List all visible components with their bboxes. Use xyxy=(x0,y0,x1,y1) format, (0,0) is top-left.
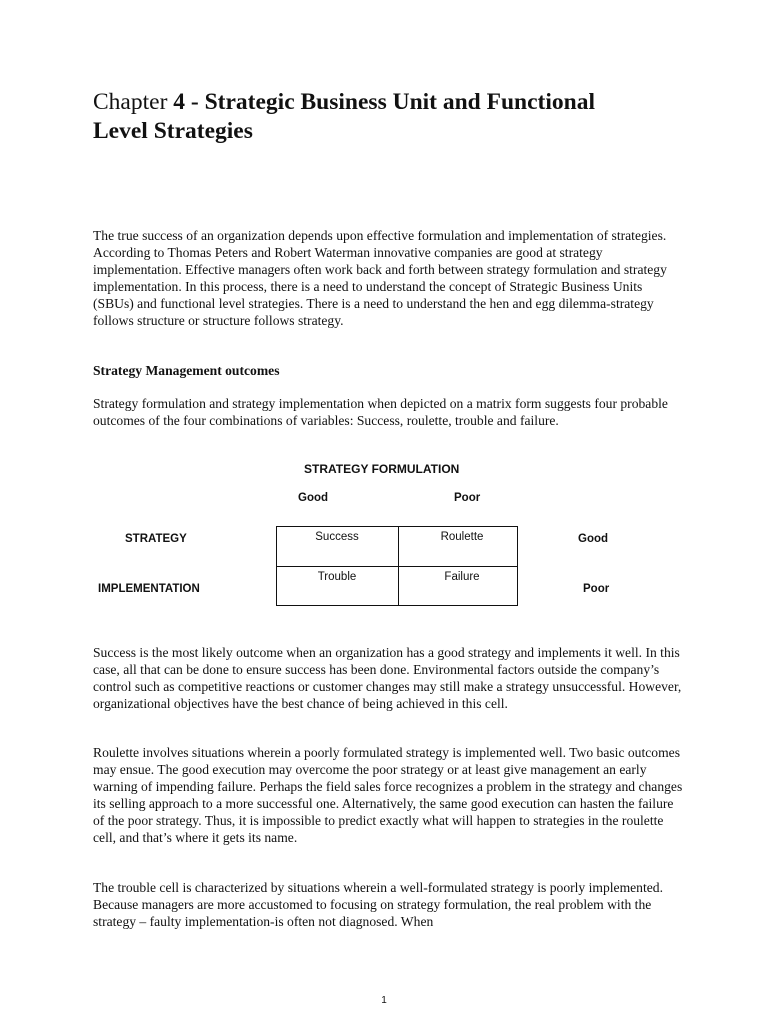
chapter-title xyxy=(93,88,693,146)
matrix-intro-paragraph: Strategy formulation and strategy implementation when depicted on a matrix form suggests four probable outcomes of the four combinations of variables: Success, roulette, trouble and failure. xyxy=(93,396,668,428)
roulette-paragraph: Roulette involves situations wherein a poorly formulated strategy is implemented well. Two basic outcomes may ensue. The good execution may overcome the poor strategy or at least give management an early warning of impending failure. Perhaps the field sales force recognizes a problem in the strategy and changes its selling approach to a more successful one. Alternatively, the same good execution can hasten the failure of the poor strategy. Thus, it is impossible to predict exactly what will happen to strategies in the roulette cell, and that’s where it gets its name. xyxy=(93,745,683,845)
matrix-cell-success: Success xyxy=(315,531,359,543)
chapter-number: 4 - xyxy=(173,89,199,115)
matrix-row-poor: Poor xyxy=(583,583,610,595)
trouble-paragraph: The trouble cell is characterized by situations wherein a well-formulated strategy is poorly implemented. Because managers are more accustomed to focusing on strategy formulation, the real problem with the strategy – faulty implementation-is often not diagnosed. When xyxy=(93,880,663,929)
success-paragraph: Success is the most likely outcome when an organization has a good strategy and implements it well. In this case, all that can be done to ensure success has been done. Environmental factors outside the company’s control such as competitive reactions or customer changes may still make a strategy unsuccessful. However, organizational objectives have the best chance of being achieved in this cell. xyxy=(93,645,682,711)
matrix-col-good: Good xyxy=(298,492,329,504)
matrix-row-good: Good xyxy=(578,533,609,545)
page-number: 1 xyxy=(381,995,387,1006)
chapter-prefix: Chapter xyxy=(93,89,168,115)
matrix-cell-roulette: Roulette xyxy=(440,531,484,543)
matrix-grid xyxy=(276,526,518,606)
chapter-title-line-1: Strategic Business Unit and Functional xyxy=(204,89,596,115)
chapter-title-line-2: Level Strategies xyxy=(93,118,253,144)
matrix-divider-horizontal xyxy=(277,566,517,567)
matrix-left-label-strategy: STRATEGY xyxy=(125,533,187,545)
intro-paragraph: The true success of an organization depends upon effective formulation and implementation of strategies. According to Thomas Peters and Robert Waterman innovative companies are good at strategy implementation. Effective managers often work back and forth between strategy formulation and strategy implementation. In this process, there is a need to understand the concept of Strategic Business Units (SBUs) and functional level strategies. There is a need to understand the hen and egg dilemma-strategy follows structure or structure follows strategy. xyxy=(93,228,667,328)
matrix-cell-trouble: Trouble xyxy=(317,571,357,583)
matrix-cell-failure: Failure xyxy=(444,571,480,583)
matrix-left-label-implementation: IMPLEMENTATION xyxy=(98,583,200,595)
matrix-col-poor: Poor xyxy=(454,492,481,504)
section-heading: Strategy Management outcomes xyxy=(93,363,280,378)
matrix-top-label: STRATEGY FORMULATION xyxy=(304,462,460,476)
